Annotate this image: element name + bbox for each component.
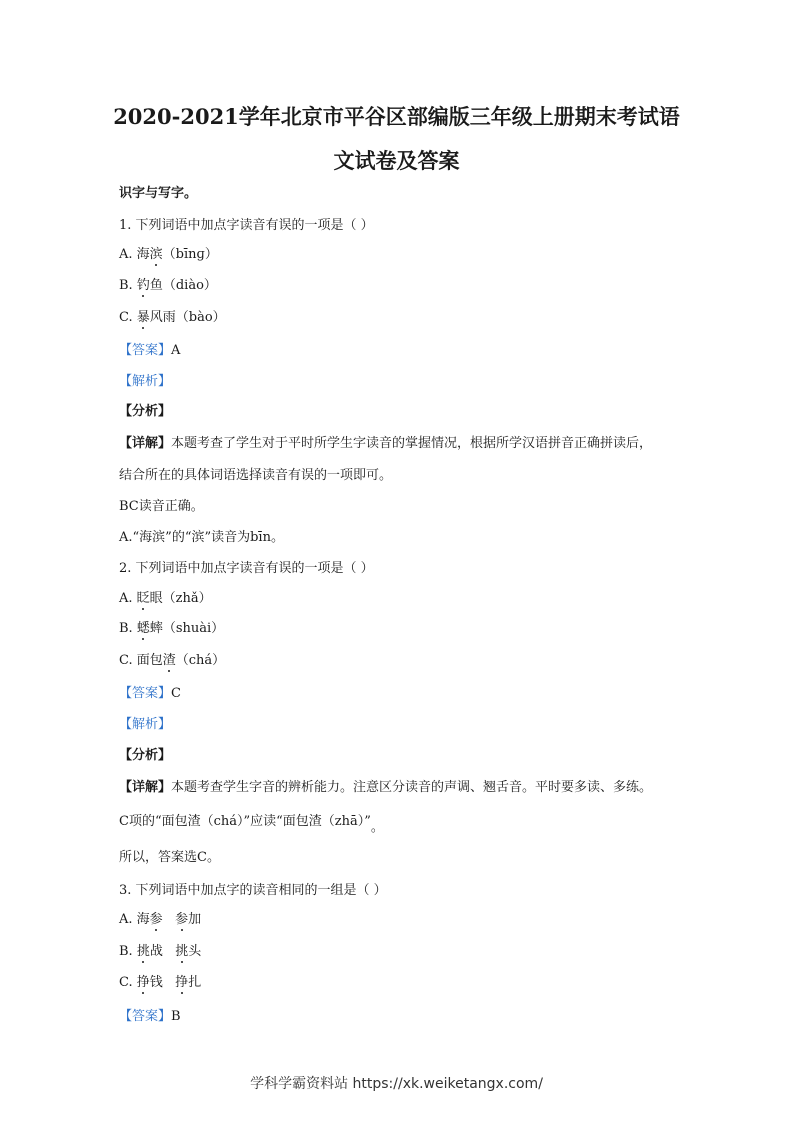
- option-text: 蟀: [149, 621, 163, 636]
- section-heading: 识字与写字。: [119, 186, 198, 201]
- option-text: A. 海: [119, 912, 150, 927]
- doc-title-line1: 2020-2021学年北京市平谷区部编版三年级上册期末考试语: [113, 104, 680, 129]
- dotted-char: 参: [175, 912, 189, 927]
- q3-answer: [119, 1010, 181, 1023]
- q2-analysis-tag: 【解析】: [119, 717, 172, 732]
- option-text: （shuài）: [162, 621, 225, 636]
- q1-detail-line1: [119, 437, 652, 450]
- option-text: B.: [119, 944, 137, 959]
- dotted-char: 渣: [162, 653, 176, 668]
- q1-answer: [119, 344, 180, 357]
- option-text: A. 海: [119, 247, 150, 262]
- answer-tag: 【答案】: [119, 1009, 172, 1024]
- dotted-char: 挣: [136, 975, 150, 990]
- option-text: B.: [119, 621, 137, 636]
- option-text: 鱼（diào）: [149, 278, 217, 293]
- option-text: 战: [149, 944, 176, 959]
- detail-tag: 【详解】: [119, 780, 172, 795]
- q1-fenxi-tag: 【分析】: [119, 404, 172, 419]
- answer-value: A: [171, 343, 181, 358]
- answer-value: B: [171, 1009, 181, 1024]
- option-text: 加: [188, 912, 202, 927]
- q1-option-b: [119, 279, 217, 292]
- q1-stem: 1. 下列词语中加点字读音有误的一项是（ ）: [119, 218, 374, 233]
- dotted-char: 挣: [175, 975, 189, 990]
- option-text: C.: [119, 975, 137, 990]
- option-text: 钱: [149, 975, 176, 990]
- doc-title-line2: 文试卷及答案: [333, 148, 460, 173]
- answer-tag: 【答案】: [119, 343, 172, 358]
- option-text: 头: [188, 944, 202, 959]
- dotted-char: 钓: [136, 278, 150, 293]
- detail-tag: 【详解】: [119, 436, 172, 451]
- q2-stem: 2. 下列词语中加点字读音有误的一项是（ ）: [119, 561, 374, 576]
- q3-option-b: [119, 945, 201, 958]
- answer-tag: 【答案】: [119, 686, 172, 701]
- q3-stem: 3. 下列词语中加点字的读音相同的一组是（ ）: [119, 883, 387, 898]
- q2-conclusion: 所以，答案选C。: [119, 850, 220, 865]
- dotted-char: 蟋: [136, 621, 150, 636]
- q2-answer: [119, 687, 181, 700]
- dotted-char: 暴: [136, 310, 150, 325]
- q2-option-b: [119, 622, 224, 635]
- q2-detail-line2: [119, 814, 384, 835]
- option-text: 扎: [188, 975, 202, 990]
- q2-detail-line1: [119, 781, 652, 794]
- option-text: B.: [119, 278, 137, 293]
- dotted-char: 挑: [175, 944, 189, 959]
- q1-note2: A.“海滨”的“滨”读音为bīn。: [119, 530, 284, 545]
- detail-text: 本题考查学生字音的辨析能力。注意区分读音的声调、翘舌音。平时要多读、多练。: [171, 780, 653, 795]
- q1-note1: BC读音正确。: [119, 499, 204, 514]
- option-text: 风雨（bào）: [149, 310, 226, 325]
- option-text: A.: [119, 591, 137, 606]
- q2-option-c: [119, 654, 225, 667]
- option-text: （chá）: [175, 653, 226, 668]
- q1-option-c: [119, 311, 226, 324]
- detail-text: C项的“面包渣（chá）”应读“面包渣（zhā）”: [119, 814, 371, 829]
- option-text: C. 面包: [119, 653, 163, 668]
- option-text: 眼（zhǎ）: [149, 591, 212, 606]
- option-text: C.: [119, 310, 137, 325]
- detail-text: 本题考查了学生对于平时所学生字读音的掌握情况，根据所学汉语拼音正确拼读后，: [171, 436, 653, 451]
- q1-option-a: [119, 248, 218, 261]
- option-text: （bīnɡ）: [162, 247, 218, 262]
- footer-watermark: 学科学霸资料站 https://xk.weiketangx.com/: [250, 1076, 543, 1092]
- dotted-char: 参: [149, 912, 163, 927]
- detail-period: 。: [370, 820, 384, 835]
- q3-option-c: [119, 976, 201, 989]
- q3-option-a: [119, 913, 201, 926]
- q1-analysis-tag: 【解析】: [119, 374, 172, 389]
- dotted-char: 眨: [136, 591, 150, 606]
- q2-option-a: [119, 592, 212, 605]
- option-gap: [163, 912, 175, 927]
- dotted-char: 挑: [136, 944, 150, 959]
- dotted-char: 滨: [149, 247, 163, 262]
- answer-value: C: [171, 686, 181, 701]
- q1-detail-line2: 结合所在的具体词语选择读音有误的一项即可。: [119, 468, 393, 483]
- q2-fenxi-tag: 【分析】: [119, 748, 172, 763]
